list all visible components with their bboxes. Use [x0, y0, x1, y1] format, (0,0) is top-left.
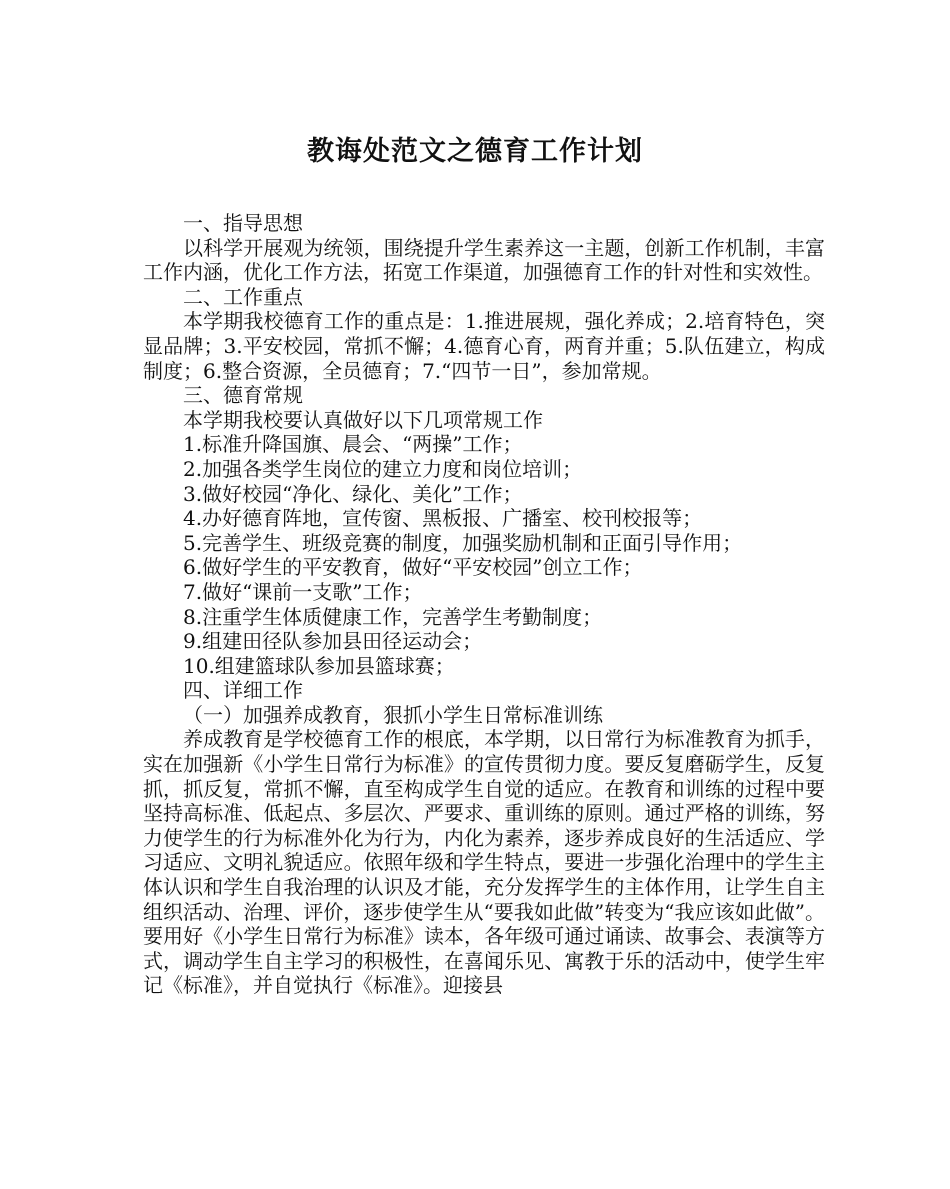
list-item: 8.注重学生体质健康工作，完善学生考勤制度； [183, 604, 603, 629]
list-item: 6.做好学生的平安教育，做好“平安校园”创立工作； [183, 555, 643, 580]
subsection-heading-habit-education: （一）加强养成教育，狠抓小学生日常标准训练 [183, 702, 603, 727]
section-heading-moral-routine: 三、德育常规 [183, 383, 303, 408]
document-title: 教诲处范文之德育工作计划 [307, 136, 643, 167]
paragraph-routine-intro: 本学期我校要认真做好以下几项常规工作 [183, 407, 543, 432]
section-heading-guiding-thought: 一、指导思想 [183, 211, 303, 235]
paragraph-guiding-thought: 以科学开展观为统领，围绕提升学生素养这一主题，创新工作机制，丰富工作内涵，优化工作方法，拓宽工作渠道，加强德育工作的针对性和实效性。 [143, 235, 825, 285]
list-item: 10.组建篮球队参加县篮球赛； [183, 653, 455, 678]
list-item: 3.做好校园“净化、绿化、美化”工作； [183, 481, 523, 506]
list-item: 4.办好德育阵地，宣传窗、黑板报、广播室、校刊校报等； [183, 506, 703, 531]
list-item: 9.组建田径队参加县田径运动会； [183, 629, 483, 654]
section-heading-work-focus: 二、工作重点 [183, 284, 303, 309]
list-item: 5.完善学生、班级竞赛的制度，加强奖励机制和正面引导作用； [183, 530, 743, 555]
list-item: 7.做好“课前一支歌”工作； [183, 579, 423, 604]
list-item: 2.加强各类学生岗位的建立力度和岗位培训； [183, 456, 583, 481]
paragraph-work-focus: 本学期我校德育工作的重点是：1.推进展规，强化养成；2.培育特色，突显品牌；3.平安校园，常抓不懈；4.德育心育，两育并重；5.队伍建立，构成制度；6.整合资源，全员德育；7.“四节一日”，参加常规。 [143, 309, 825, 383]
document-body [143, 211, 825, 998]
section-heading-detailed-work: 四、详细工作 [183, 678, 303, 703]
paragraph-habit-education: 养成教育是学校德育工作的根底，本学期，以日常行为标准教育为抓手，实在加强新《小学生日常行为标准》的宣传贯彻力度。要反复磨砺学生，反复抓，抓反复，常抓不懈，直至构成学生自觉的适应。在教育和训练的过程中要坚持高标准、低起点、多层次、严要求、重训练的原则。通过严格的训练，努力使学生的行为标准外化为行为，内化为素养，逐步养成良好的生活适应、学习适应、文明礼貌适应。依照年级和学生特点，要进一步强化治理中的学生主体认识和学生自我治理的认识及才能，充分发挥学生的主体作用，让学生自主组织活动、治理、评价，逐步使学生从“要我如此做”转变为“我应该如此做”。要用好《小学生日常行为标准》读本，各年级可通过诵读、故事会、表演等方式，调动学生自主学习的积极性，在喜闻乐见、寓教于乐的活动中，使学生牢记《标准》，并自觉执行《标准》。迎接县 [143, 727, 825, 998]
list-item: 1.标准升降国旗、晨会、“两操”工作； [183, 432, 523, 457]
